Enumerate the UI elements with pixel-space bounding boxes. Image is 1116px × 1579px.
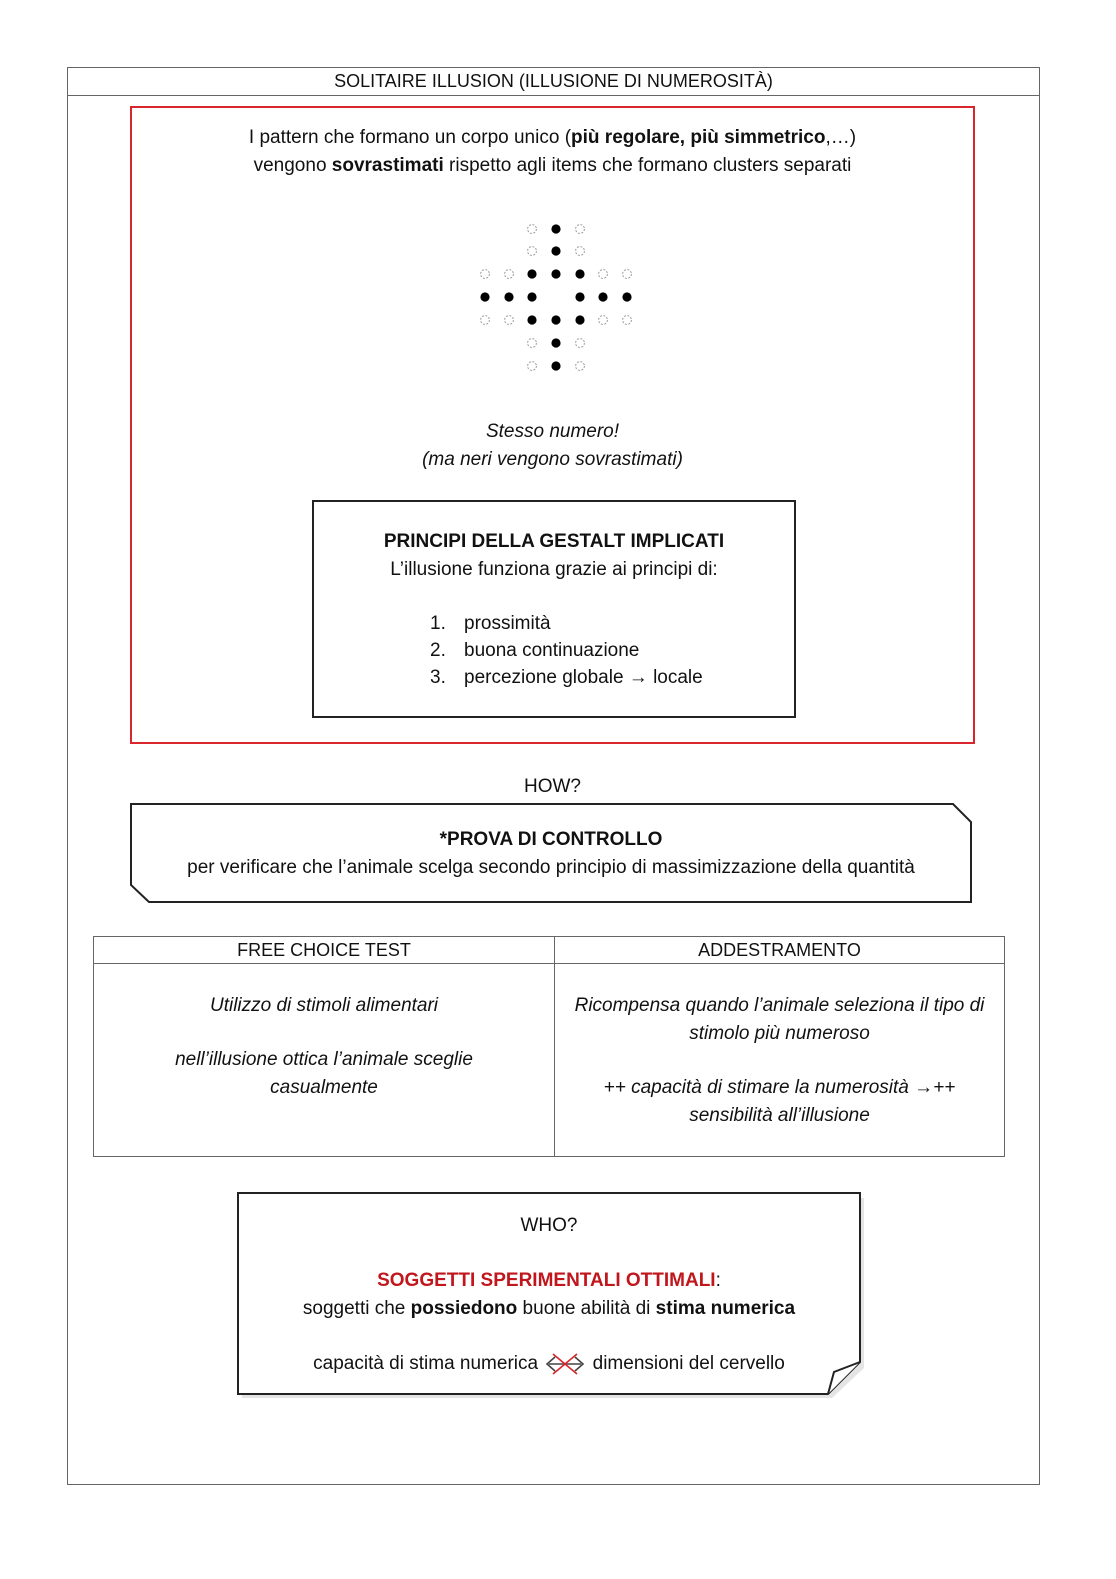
note-line-1: Stesso numero!	[485, 421, 620, 442]
white-dot	[481, 270, 490, 279]
gestalt-list	[430, 610, 794, 691]
same-number-note	[130, 418, 975, 474]
white-dot	[623, 270, 632, 279]
subjects-title: SOGGETTI SPERIMENTALI OTTIMALI:	[377, 1270, 721, 1291]
header-free-choice: FREE CHOICE TEST	[94, 937, 555, 964]
black-dot	[551, 338, 560, 347]
cell-training: Ricompensa quando l’animale seleziona il tipo di stimolo più numeroso ++ capacità di stimare la numerosità →++ sensibilità all’illusione	[555, 964, 1005, 1157]
white-dot	[576, 225, 585, 234]
comparison-table	[93, 936, 1005, 1157]
control-title: *PROVA DI CONTROLLO	[439, 829, 663, 850]
black-dot	[598, 292, 607, 301]
white-dot	[528, 225, 537, 234]
white-dot	[481, 316, 490, 325]
white-dot	[505, 270, 514, 279]
list-item: 1. prossimità	[430, 613, 551, 634]
black-dot	[575, 269, 584, 278]
note-line-2: (ma neri vengono sovrastimati)	[422, 449, 683, 470]
header-training: ADDESTRAMENTO	[555, 937, 1005, 964]
cell-free-choice: Utilizzo di stimoli alimentari nell’illusione ottica l’animale sceglie casualmente	[94, 964, 555, 1157]
gestalt-title: PRINCIPI DELLA GESTALT IMPLICATI	[383, 531, 725, 552]
list-item: 2. buona continuazione	[430, 640, 640, 661]
subjects-description: soggetti che possiedono buone abilità di stima numerica	[302, 1298, 796, 1319]
who-box	[238, 1212, 860, 1378]
black-dot	[551, 269, 560, 278]
white-dot	[528, 362, 537, 371]
list-item: 3. percezione globale → locale	[430, 667, 703, 688]
control-description: per verificare che l’animale scelga secondo principio di massimizzazione della quantità	[187, 857, 915, 878]
black-dot	[551, 224, 560, 233]
black-dot	[480, 292, 489, 301]
white-dot	[623, 316, 632, 325]
black-dot	[551, 246, 560, 255]
black-dot	[622, 292, 631, 301]
relation-line: capacità di stima numerica dimensioni del cervello	[313, 1353, 785, 1374]
white-dot	[576, 339, 585, 348]
white-dot	[528, 247, 537, 256]
black-dot	[575, 315, 584, 324]
white-dot	[505, 316, 514, 325]
solitaire-dot-pattern	[470, 218, 640, 378]
black-dot	[575, 292, 584, 301]
page-title: SOLITAIRE ILLUSION (ILLUSIONE DI NUMEROSITÀ)	[67, 67, 1040, 96]
white-dot	[576, 247, 585, 256]
black-dot	[504, 292, 513, 301]
intro-line-1: I pattern che formano un corpo unico (più regolare, più simmetrico,…)	[248, 127, 857, 148]
illusion-intro	[130, 124, 975, 180]
gestalt-subtitle: L’illusione funziona grazie ai principi di:	[390, 559, 718, 580]
gestalt-box	[312, 500, 796, 718]
black-dot	[527, 269, 536, 278]
black-dot	[527, 292, 536, 301]
intro-line-2: vengono sovrastimati rispetto agli items che formano clusters separati	[253, 155, 852, 176]
who-label: WHO?	[520, 1215, 578, 1236]
black-dot	[527, 315, 536, 324]
black-dot	[551, 361, 560, 370]
arrow-right-icon: →	[914, 1077, 934, 1098]
white-dot	[528, 339, 537, 348]
white-dot	[599, 316, 608, 325]
arrow-right-icon: →	[628, 667, 648, 688]
crossed-double-arrow-icon	[543, 1352, 587, 1376]
white-dot	[599, 270, 608, 279]
control-box	[140, 826, 962, 882]
how-label: HOW?	[524, 776, 581, 797]
white-dot	[576, 362, 585, 371]
black-dot	[551, 315, 560, 324]
